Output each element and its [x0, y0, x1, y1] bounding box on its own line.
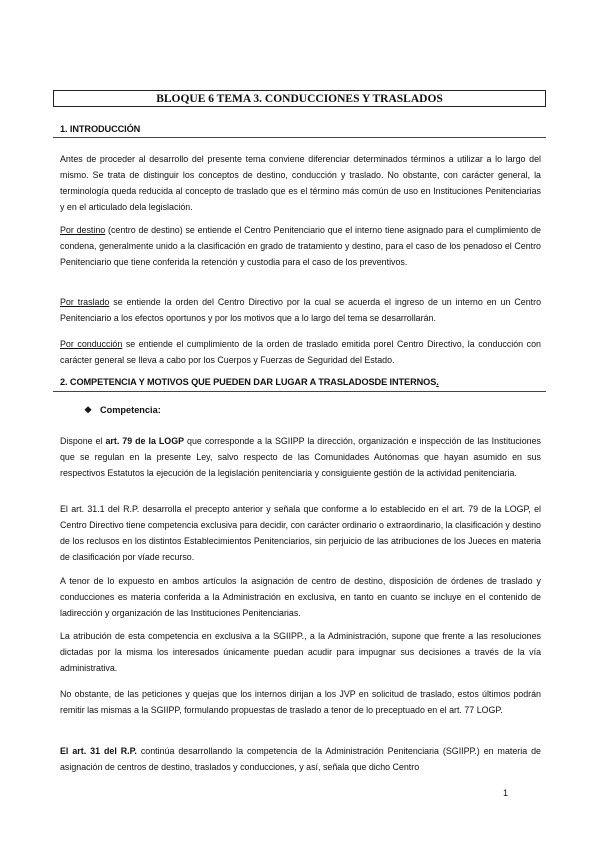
conduccion-term: Por conducción: [60, 339, 123, 349]
section-1-heading: 1. INTRODUCCIÓN: [60, 124, 141, 134]
logp-paragraph: [60, 433, 541, 481]
section-1-rule: [53, 137, 546, 138]
logp-paragraph-lead: Dispone el: [60, 436, 106, 446]
rp-31-1-paragraph: El art. 31.1 del R.P. desarrolla el precepto anterior y señala que conforme a lo establecido en el art. 79 de la LOGP, el Centro Directivo tiene competencia exclusiva para decidir, con carácter ordinario o extraordinario, la clasificación y destino de los reclusos en los distintos Establecimientos Penitenciarios, sin perjuicio de las atribuciones de los Jueces en materia de clasificación por víade recurso.: [60, 504, 541, 562]
competencia-subheading: [84, 405, 161, 416]
section-2-heading: [60, 377, 439, 387]
rp-31-article-ref: El art. 31 del R.P.: [60, 746, 137, 756]
rp-31-paragraph-body: continúa desarrollando la competencia de la Administración Penitenciaria (SGIIPP.) en materia de asignación de centros de destino, traslados y conducciones, y así, señala que dicho Centro: [60, 746, 541, 772]
document-title: [53, 90, 546, 107]
conduccion-text: se entiende el cumplimiento de la orden de traslado emitida porel Centro Directivo, la conducción con carácter general se lleva a cabo por los Cuerpos y Fuerzas de Seguridad del Estado.: [60, 339, 541, 365]
traslado-paragraph: [60, 294, 541, 326]
section-2-rule: [53, 391, 546, 392]
logp-paragraph-body: que corresponde a la SGIIPP la dirección, organización e inspección de las Instituciones que se regulan en la presente Ley, salvo respecto de las Comunidades Autónomas que hayan asumido en sus respectivos Estatutos la ejecución de la legislación penitenciaria y consiguiente gestión de la actividad penitenciaria.: [60, 436, 541, 478]
page-number: 1: [503, 788, 509, 798]
section-2-heading-text: 2. COMPETENCIA Y MOTIVOS QUE PUEDEN DAR LUGAR A TRASLADOSDE INTERNOS: [60, 377, 437, 387]
section-2-heading-suffix: .: [436, 377, 439, 387]
destino-paragraph: [60, 222, 541, 270]
document-title-text: BLOQUE 6 TEMA 3. CONDUCCIONES Y TRASLADOS: [156, 92, 443, 105]
destino-term: Por destino: [60, 225, 106, 235]
rp-31-paragraph: [60, 743, 541, 775]
traslado-text: se entiende la orden del Centro Directivo por la cual se acuerda el ingreso de un interno en un Centro Penitenciario a los efectos oportunos y por los motivos que a lo largo del tema se desarrollarán.: [60, 297, 541, 323]
destino-text: (centro de destino) se entiende el Centro Penitenciario que el interno tiene asignado para el cumplimiento de condena, generalmente unido a la clasificación en grado de tratamiento y destino, para el caso de los penadoso el Centro Penitenciario que tiene conferida la retención y custodia para el caso de los preventivos.: [60, 225, 541, 267]
intro-paragraph: Antes de proceder al desarrollo del presente tema conviene diferenciar determinados términos a utilizar a lo largo del mismo. Se trata de distinguir los conceptos de destino, conducción y traslado. No obstante, con carácter general, la terminología queda reducida al concepto de traslado que es el término más común de uso en Instituciones Penitenciarias y en el articulado dela legislación.: [60, 154, 541, 212]
conduccion-paragraph: [60, 336, 541, 368]
diamond-bullet-icon: ❖: [84, 405, 93, 415]
logp-article-ref: art. 79 de la LOGP: [105, 436, 185, 446]
tenor-paragraph: A tenor de lo expuesto en ambos artículos la asignación de centro de destino, disposición de órdenes de traslado y conducciones es materia conferida a la Administración en exclusiva, en tanto en cuanto se incluye en el contenido de ladirección y organización de las Instituciones Penitenciarias.: [60, 576, 541, 618]
traslado-term: Por traslado: [60, 297, 110, 307]
atribucion-paragraph: La atribución de esta competencia en exclusiva a la SGIIPP., a la Administración, supone que frente a las resoluciones dictadas por la misma los interesados únicamente puedan acudir para impugnar sus decisiones a través de la vía administrativa.: [60, 631, 541, 673]
peticiones-paragraph: No obstante, de las peticiones y quejas que los internos dirijan a los JVP en solicitud de traslado, estos últimos podrán remitir las mismas a la SGIIPP, formulando propuestas de traslado a tenor de lo preceptuado en el art. 77 LOGP.: [60, 689, 541, 715]
competencia-subheading-text: Competencia:: [100, 405, 161, 415]
